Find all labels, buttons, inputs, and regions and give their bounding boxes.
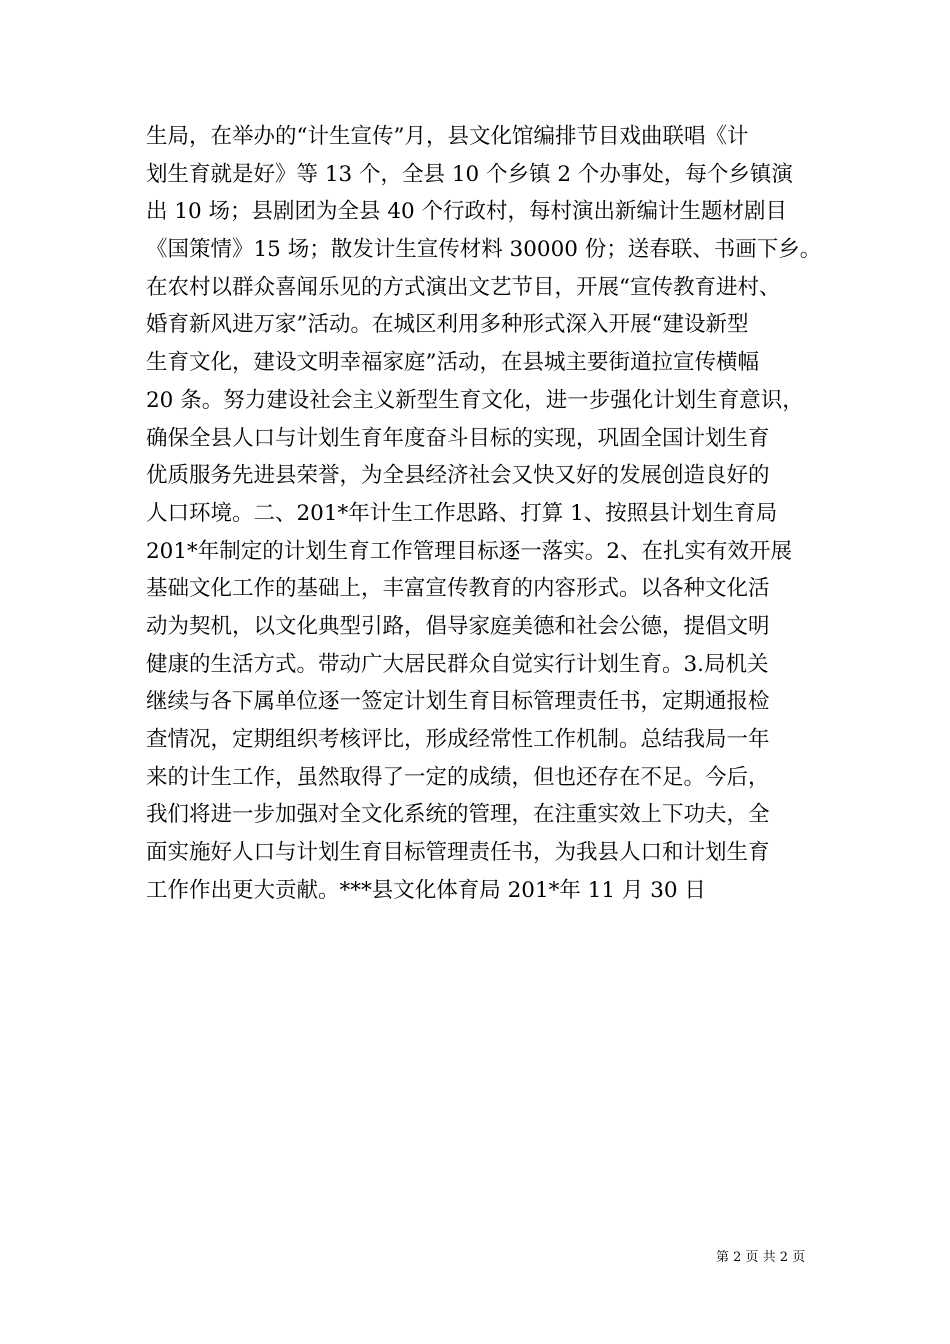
- text-line: 在农村以群众喜闻乐见的方式演出文艺节目，开展“宣传教育进村、: [146, 274, 781, 300]
- text-line: 健康的生活方式。带动广大居民群众自觉实行计划生育。3.局机关: [146, 651, 769, 677]
- text-line: 面实施好人口与计划生育目标管理责任书，为我县人口和计划生育: [146, 840, 770, 866]
- text-line: 201*年制定的计划生育工作管理目标逐一落实。2、在扎实有效开展: [146, 538, 792, 564]
- text-line: 20 条。努力建设社会主义新型生育文化，进一步强化计划生育意识，: [146, 387, 804, 413]
- text-line: 《国策情》15 场；散发计生宣传材料 30000 份；送春联、书画下乡。: [146, 237, 822, 263]
- text-line: 人口环境。二、201*年计生工作思路、打算 1、按照县计划生育局: [146, 500, 778, 526]
- text-line: 继续与各下属单位逐一签定计划生育目标管理责任书，定期通报检: [146, 689, 770, 715]
- page-number-footer: 第 2 页 共 2 页: [716, 1250, 806, 1265]
- text-line: 生育文化，建设文明幸福家庭”活动，在县城主要街道拉宣传横幅: [146, 350, 759, 376]
- text-line: 动为契机，以文化典型引路，倡导家庭美德和社会公德，提倡文明: [146, 613, 770, 639]
- document-body: [146, 118, 826, 909]
- text-line: 划生育就是好》等 13 个，全县 10 个乡镇 2 个办事处，每个乡镇演: [146, 161, 793, 187]
- text-line: 确保全县人口与计划生育年度奋斗目标的实现，巩固全国计划生育: [146, 425, 770, 451]
- text-line: 婚育新风进万家”活动。在城区利用多种形式深入开展“建设新型: [146, 312, 749, 338]
- text-line: 生局，在举办的“计生宣传”月，县文化馆编排节目戏曲联唱《计: [146, 124, 749, 149]
- text-line: 工作作出更大贡献。***县文化体育局 201*年 11 月 30 日: [146, 877, 706, 903]
- text-line: 我们将进一步加强对全文化系统的管理，在注重实效上下功夫，全: [146, 802, 770, 828]
- text-line: 来的计生工作，虽然取得了一定的成绩，但也还存在不足。今后，: [146, 764, 770, 790]
- text-line: 查情况，定期组织考核评比，形成经常性工作机制。总结我局一年: [146, 727, 770, 752]
- text-line: 出 10 场；县剧团为全县 40 个行政村，每村演出新编计生题材剧目: [146, 199, 788, 225]
- text-line: 基础文化工作的基础上，丰富宣传教育的内容形式。以各种文化活: [146, 576, 770, 602]
- text-line: 优质服务先进县荣誉，为全县经济社会又快又好的发展创造良好的: [146, 463, 770, 489]
